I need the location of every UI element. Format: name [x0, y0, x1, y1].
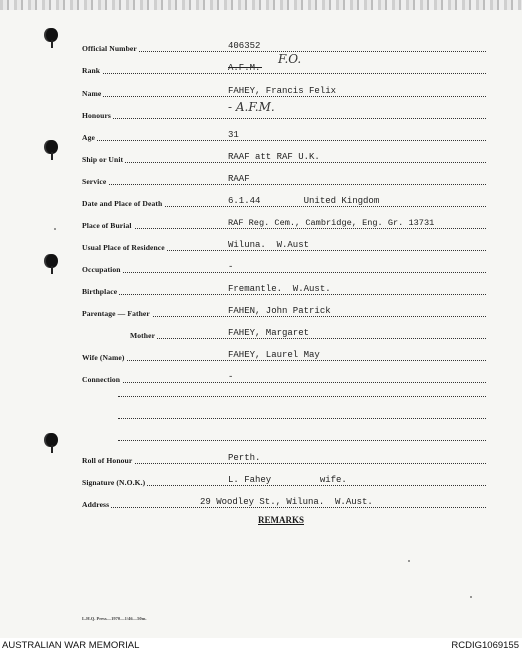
field-label: Usual Place of Residence [82, 243, 165, 252]
field-parentage-mother [130, 325, 486, 341]
printer-imprint: L.H.Q. Press—1970—1/46—50m. [82, 616, 147, 621]
field-place-of-burial [82, 215, 486, 231]
field-label: Name [82, 89, 102, 98]
blank-dotted-line [118, 396, 486, 397]
field-label: Birthplace [82, 287, 118, 296]
field-value: FAHEY, Francis Felix [228, 86, 337, 96]
field-wife-name [82, 347, 486, 363]
strikethrough-line [228, 67, 262, 68]
field-label: Occupation [82, 265, 121, 274]
scan-speck [408, 560, 410, 562]
handwritten-rank: F.O. [278, 52, 302, 66]
field-label: Mother [130, 331, 156, 340]
field-value: FAHEY, Laurel May [228, 350, 320, 360]
field-roll-of-honour [82, 450, 486, 466]
scan-speck [54, 228, 56, 230]
field-value: L. Fahey wife. [228, 475, 347, 485]
field-date-place-death [82, 193, 486, 209]
field-signature-nok [82, 472, 486, 488]
field-usual-residence [82, 237, 486, 253]
field-label: Signature (N.O.K.) [82, 478, 146, 487]
field-label: Ship or Unit [82, 155, 124, 164]
field-value: Wiluna. W.Aust [228, 240, 310, 250]
scan-speck [470, 596, 472, 598]
remarks-heading: REMARKS [258, 515, 305, 525]
field-value: 31 [228, 130, 239, 140]
field-label: Address [82, 500, 110, 509]
punch-hole-icon [46, 140, 58, 154]
field-value: RAAF att RAF U.K. [228, 152, 320, 162]
field-label: Service [82, 177, 107, 186]
field-parentage-father [82, 303, 486, 319]
field-connection [82, 369, 486, 385]
field-value-struck: A.F.M. [228, 63, 261, 73]
field-honours [82, 105, 486, 121]
field-value: 406352 [228, 41, 261, 51]
footer-source: AUSTRALIAN WAR MEMORIAL [2, 640, 140, 651]
field-label: Roll of Honour [82, 456, 133, 465]
field-birthplace [82, 281, 486, 297]
field-label: Parentage — Father [82, 309, 150, 318]
field-label: Place of Burial [82, 221, 132, 230]
field-value: Fremantle. W.Aust. [228, 284, 331, 294]
field-value: Perth. [228, 453, 261, 463]
field-label: Honours [82, 111, 111, 120]
field-value: 6.1.44 United Kingdom [228, 196, 380, 206]
field-value: - [228, 262, 234, 272]
blank-dotted-line [118, 440, 486, 441]
field-value: FAHEY, Margaret [228, 328, 310, 338]
field-label: Rank [82, 66, 101, 75]
field-label: Connection [82, 375, 121, 384]
field-value: RAF Reg. Cem., Cambridge, Eng. Gr. 13731 [228, 218, 435, 228]
field-service [82, 171, 486, 187]
punch-hole-icon [46, 254, 58, 268]
field-name [82, 83, 486, 99]
blank-dotted-line [118, 418, 486, 419]
handwritten-honours: - A.F.M. [228, 100, 275, 114]
scan-top-edge [0, 0, 522, 10]
field-value: 29 Woodley St., Wiluna. W.Aust. [200, 497, 373, 507]
field-label: Wife (Name) [82, 353, 125, 362]
field-label: Age [82, 133, 95, 142]
field-occupation [82, 259, 486, 275]
field-age [82, 127, 486, 143]
field-value: FAHEN, John Patrick [228, 306, 331, 316]
field-address [82, 494, 486, 510]
punch-hole-icon [46, 28, 58, 42]
field-value: - [228, 372, 234, 382]
field-ship-or-unit [82, 149, 486, 165]
footer-record-id: RCDIG1069155 [451, 640, 519, 651]
field-value: RAAF [228, 174, 250, 184]
field-label: Official Number [82, 44, 137, 53]
punch-hole-icon [46, 433, 58, 447]
archive-footer [0, 638, 522, 653]
field-label: Date and Place of Death [82, 199, 163, 208]
